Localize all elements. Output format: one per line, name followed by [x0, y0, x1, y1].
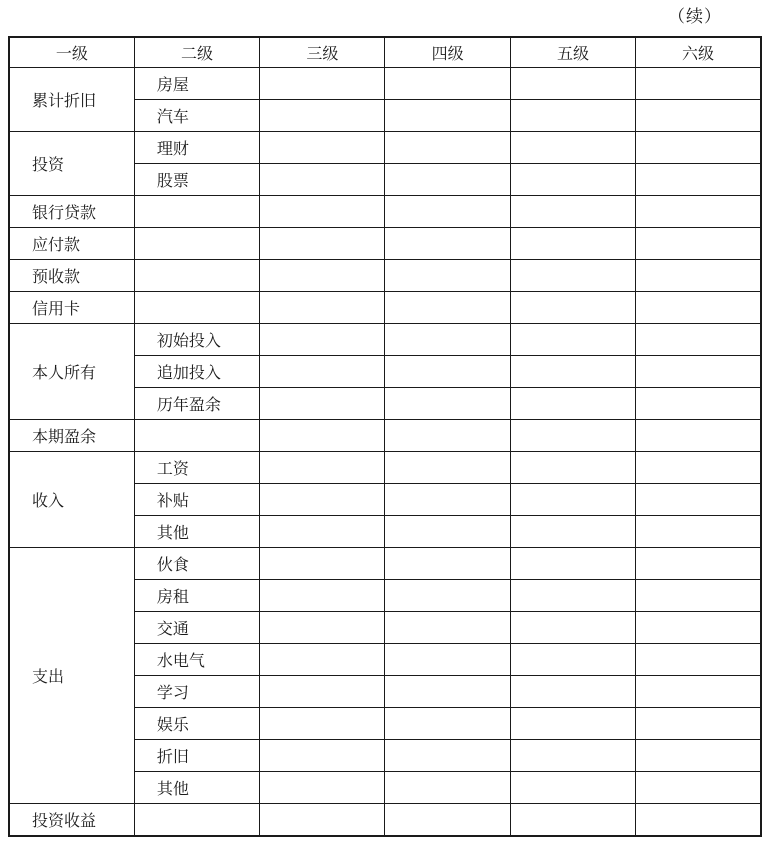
- level-5-empty-cell: [510, 612, 635, 644]
- level-2-category-cell: 伙食: [134, 548, 259, 580]
- level-1-category-cell: 本期盈余: [9, 420, 134, 452]
- level-4-empty-cell: [385, 644, 510, 676]
- level-6-empty-cell: [636, 132, 761, 164]
- table-row: [9, 548, 761, 580]
- level-3-empty-cell: [260, 644, 385, 676]
- level-5-empty-cell: [510, 708, 635, 740]
- header-level-1: 一级: [9, 37, 134, 68]
- level-4-empty-cell: [385, 164, 510, 196]
- level-6-empty-cell: [636, 452, 761, 484]
- level-1-category-cell: 应付款: [9, 228, 134, 260]
- header-level-3: 三级: [260, 37, 385, 68]
- header-level-4: 四级: [385, 37, 510, 68]
- level-6-empty-cell: [636, 708, 761, 740]
- level-5-empty-cell: [510, 452, 635, 484]
- level-6-empty-cell: [636, 196, 761, 228]
- table-row: [9, 260, 761, 292]
- level-6-empty-cell: [636, 292, 761, 324]
- level-4-empty-cell: [385, 772, 510, 804]
- level-4-empty-cell: [385, 420, 510, 452]
- level-2-category-cell: 理财: [134, 132, 259, 164]
- level-4-empty-cell: [385, 68, 510, 100]
- level-4-empty-cell: [385, 804, 510, 837]
- level-2-category-cell: 补贴: [134, 484, 259, 516]
- level-5-empty-cell: [510, 196, 635, 228]
- level-5-empty-cell: [510, 420, 635, 452]
- level-1-category-cell: 累计折旧: [9, 68, 134, 132]
- level-2-category-cell: [134, 804, 259, 837]
- level-5-empty-cell: [510, 164, 635, 196]
- table-row: [9, 804, 761, 837]
- level-2-category-cell: 水电气: [134, 644, 259, 676]
- level-6-empty-cell: [636, 260, 761, 292]
- level-6-empty-cell: [636, 68, 761, 100]
- level-3-empty-cell: [260, 356, 385, 388]
- level-5-empty-cell: [510, 580, 635, 612]
- level-4-empty-cell: [385, 260, 510, 292]
- table-row: [9, 292, 761, 324]
- level-5-empty-cell: [510, 388, 635, 420]
- level-4-empty-cell: [385, 132, 510, 164]
- level-3-empty-cell: [260, 100, 385, 132]
- level-5-empty-cell: [510, 356, 635, 388]
- level-4-empty-cell: [385, 292, 510, 324]
- level-2-category-cell: 股票: [134, 164, 259, 196]
- level-4-empty-cell: [385, 612, 510, 644]
- level-3-empty-cell: [260, 228, 385, 260]
- level-6-empty-cell: [636, 324, 761, 356]
- level-4-empty-cell: [385, 228, 510, 260]
- level-3-empty-cell: [260, 548, 385, 580]
- level-3-empty-cell: [260, 132, 385, 164]
- level-6-empty-cell: [636, 228, 761, 260]
- level-2-category-cell: [134, 420, 259, 452]
- level-4-empty-cell: [385, 484, 510, 516]
- header-level-6: 六级: [636, 37, 761, 68]
- header-level-2: 二级: [134, 37, 259, 68]
- level-2-category-cell: 其他: [134, 772, 259, 804]
- level-4-empty-cell: [385, 100, 510, 132]
- table-row: [9, 196, 761, 228]
- table-row: [9, 324, 761, 356]
- level-3-empty-cell: [260, 676, 385, 708]
- level-5-empty-cell: [510, 676, 635, 708]
- table-body: [9, 68, 761, 837]
- level-5-empty-cell: [510, 804, 635, 837]
- level-3-empty-cell: [260, 740, 385, 772]
- level-2-category-cell: [134, 196, 259, 228]
- level-3-empty-cell: [260, 772, 385, 804]
- level-1-category-cell: 支出: [9, 548, 134, 804]
- level-1-category-cell: 预收款: [9, 260, 134, 292]
- level-4-empty-cell: [385, 580, 510, 612]
- level-2-category-cell: 追加投入: [134, 356, 259, 388]
- level-2-category-cell: [134, 228, 259, 260]
- continued-label: （续）: [668, 7, 722, 27]
- level-2-category-cell: [134, 292, 259, 324]
- level-6-empty-cell: [636, 548, 761, 580]
- level-5-empty-cell: [510, 484, 635, 516]
- level-2-category-cell: 初始投入: [134, 324, 259, 356]
- level-3-empty-cell: [260, 164, 385, 196]
- level-4-empty-cell: [385, 708, 510, 740]
- level-3-empty-cell: [260, 260, 385, 292]
- level-4-empty-cell: [385, 452, 510, 484]
- level-5-empty-cell: [510, 516, 635, 548]
- level-3-empty-cell: [260, 612, 385, 644]
- level-3-empty-cell: [260, 452, 385, 484]
- level-3-empty-cell: [260, 292, 385, 324]
- level-5-empty-cell: [510, 292, 635, 324]
- table-row: [9, 420, 761, 452]
- level-5-empty-cell: [510, 324, 635, 356]
- level-2-category-cell: 娱乐: [134, 708, 259, 740]
- level-2-category-cell: 房租: [134, 580, 259, 612]
- level-4-empty-cell: [385, 516, 510, 548]
- level-3-empty-cell: [260, 580, 385, 612]
- level-6-empty-cell: [636, 772, 761, 804]
- level-6-empty-cell: [636, 516, 761, 548]
- level-3-empty-cell: [260, 420, 385, 452]
- level-2-category-cell: 工资: [134, 452, 259, 484]
- table-row: [9, 68, 761, 100]
- level-4-empty-cell: [385, 196, 510, 228]
- header-row: [9, 37, 761, 68]
- level-6-empty-cell: [636, 484, 761, 516]
- level-4-empty-cell: [385, 356, 510, 388]
- account-category-table: [8, 36, 762, 837]
- level-5-empty-cell: [510, 260, 635, 292]
- level-6-empty-cell: [636, 420, 761, 452]
- level-4-empty-cell: [385, 676, 510, 708]
- level-1-category-cell: 收入: [9, 452, 134, 548]
- level-3-empty-cell: [260, 324, 385, 356]
- level-1-category-cell: 本人所有: [9, 324, 134, 420]
- level-4-empty-cell: [385, 740, 510, 772]
- level-5-empty-cell: [510, 132, 635, 164]
- level-3-empty-cell: [260, 804, 385, 837]
- level-6-empty-cell: [636, 100, 761, 132]
- level-5-empty-cell: [510, 68, 635, 100]
- level-6-empty-cell: [636, 580, 761, 612]
- level-3-empty-cell: [260, 68, 385, 100]
- level-4-empty-cell: [385, 548, 510, 580]
- level-5-empty-cell: [510, 100, 635, 132]
- level-2-category-cell: 学习: [134, 676, 259, 708]
- level-2-category-cell: 交通: [134, 612, 259, 644]
- level-5-empty-cell: [510, 772, 635, 804]
- level-3-empty-cell: [260, 196, 385, 228]
- level-6-empty-cell: [636, 676, 761, 708]
- level-1-category-cell: 投资收益: [9, 804, 134, 837]
- level-1-category-cell: 投资: [9, 132, 134, 196]
- table-row: [9, 452, 761, 484]
- level-2-category-cell: 其他: [134, 516, 259, 548]
- level-6-empty-cell: [636, 356, 761, 388]
- header-level-5: 五级: [510, 37, 635, 68]
- level-5-empty-cell: [510, 548, 635, 580]
- level-5-empty-cell: [510, 228, 635, 260]
- level-3-empty-cell: [260, 708, 385, 740]
- level-6-empty-cell: [636, 804, 761, 837]
- level-6-empty-cell: [636, 644, 761, 676]
- level-6-empty-cell: [636, 740, 761, 772]
- table-row: [9, 132, 761, 164]
- level-6-empty-cell: [636, 164, 761, 196]
- level-5-empty-cell: [510, 644, 635, 676]
- level-1-category-cell: 银行贷款: [9, 196, 134, 228]
- level-3-empty-cell: [260, 484, 385, 516]
- level-2-category-cell: [134, 260, 259, 292]
- table-row: [9, 228, 761, 260]
- level-3-empty-cell: [260, 388, 385, 420]
- level-5-empty-cell: [510, 740, 635, 772]
- level-2-category-cell: 历年盈余: [134, 388, 259, 420]
- level-6-empty-cell: [636, 612, 761, 644]
- level-2-category-cell: 汽车: [134, 100, 259, 132]
- level-2-category-cell: 折旧: [134, 740, 259, 772]
- level-2-category-cell: 房屋: [134, 68, 259, 100]
- level-4-empty-cell: [385, 388, 510, 420]
- level-6-empty-cell: [636, 388, 761, 420]
- level-1-category-cell: 信用卡: [9, 292, 134, 324]
- level-3-empty-cell: [260, 516, 385, 548]
- level-4-empty-cell: [385, 324, 510, 356]
